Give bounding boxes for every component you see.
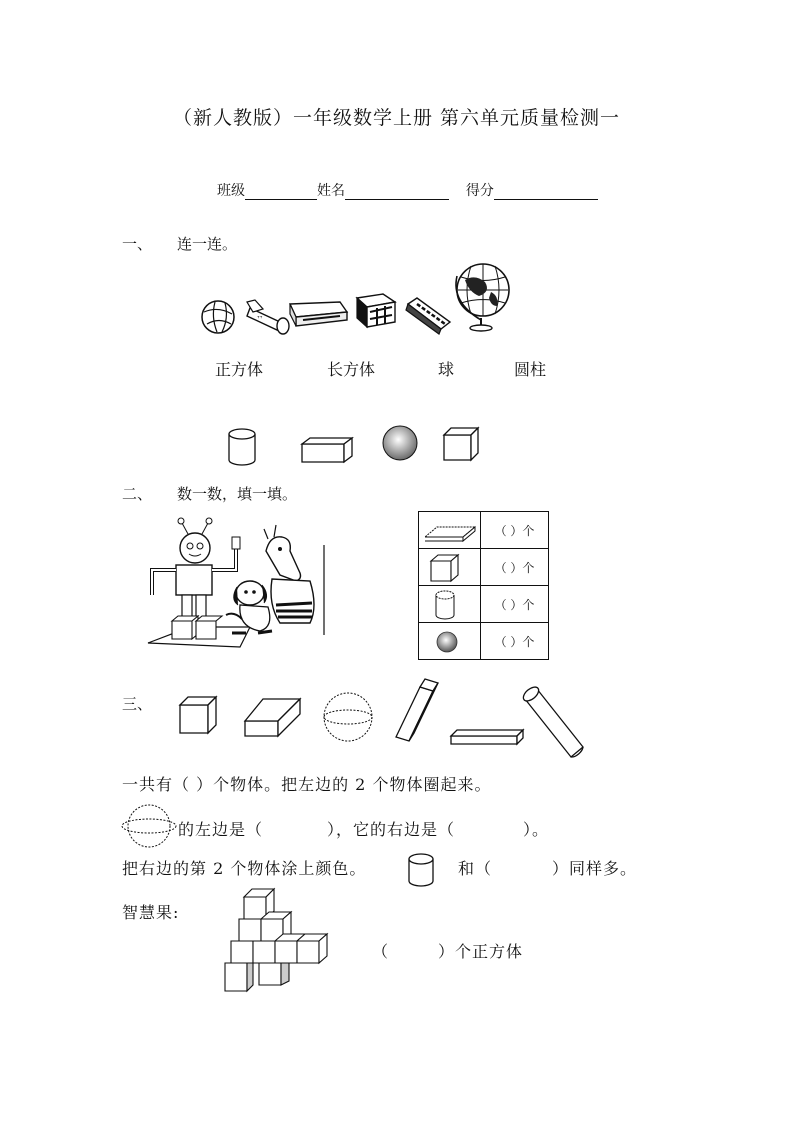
dashed-sphere-icon [121,804,179,848]
class-label: 班级 [217,183,245,199]
section3-objects-row [175,677,595,762]
label-cuboid: 长方体 [327,360,376,379]
flat-cuboid-object-icon[interactable] [451,730,523,744]
table-cell-shape [419,586,481,623]
section2-title: 数一数，填一填。 [177,485,298,503]
cylinder-shape-icon[interactable] [229,429,255,465]
question-count-objects: 一共有（ ）个物体。把左边的 2 个物体圈起来。 [122,775,492,794]
name-blank[interactable] [345,184,449,200]
cuboid-icon [423,521,477,541]
cuboid-object-icon[interactable] [245,699,300,736]
table-cell-shape [419,512,481,549]
count-table [418,511,549,660]
table-cell-shape [419,623,481,660]
cylinder-pack-icon [247,300,289,334]
svg-text:ᐪᐪ: ᐪᐪ [257,315,263,323]
sphere-object-icon[interactable] [324,693,372,741]
label-sphere: 球 [438,360,455,379]
tall-cuboid-object-icon[interactable] [396,679,438,741]
section2-number: 二、 [122,485,153,503]
label-cylinder: 圆柱 [514,360,547,379]
stacked-cubes-illustration [222,885,334,995]
section1-number: 一、 [122,235,153,253]
toothpaste-box-icon [406,298,450,334]
cube-object-icon[interactable] [180,697,216,733]
globe-icon [456,264,509,331]
question-same-amount-end: ）同样多。 [552,859,638,878]
question-same-amount: 和（ [458,859,493,878]
count-answer-cube[interactable]: （ ）个 [481,549,549,586]
rubik-cube-icon [357,294,395,327]
sphere-icon [436,631,458,653]
table-row [419,512,549,549]
table-row [419,623,549,660]
count-answer-cuboid[interactable]: （ ）个 [481,512,549,549]
tilted-cylinder-object-icon[interactable] [521,684,583,757]
small-cylinder-icon [406,852,436,888]
score-label: 得分 [465,183,494,199]
question-right-end: ）。 [523,820,550,839]
section1-objects-illustration [195,262,515,337]
cylinder-icon [433,589,457,621]
section1-title: 连一连。 [177,235,238,253]
table-row [419,549,549,586]
bonus-label: 智慧果: [122,903,180,922]
label-cube: 正方体 [215,360,264,379]
question-right-of-sphere: ），它的右边是（ [327,820,456,839]
volleyball-icon [202,301,234,333]
student-info-row [217,180,598,200]
table-cell-shape [419,549,481,586]
section1-shapes [222,424,492,469]
section3-number: 三、 [122,695,153,713]
table-row [419,586,549,623]
pencil-box-icon [290,302,347,326]
cube-shape-icon[interactable] [444,428,478,460]
sphere-shape-icon[interactable] [383,426,417,460]
class-blank[interactable] [245,184,317,200]
bonus-answer-open: （ [372,942,390,961]
robot-animals-illustration [140,515,330,650]
count-answer-cylinder[interactable]: （ ）个 [481,586,549,623]
score-blank[interactable] [494,184,598,200]
question-left-of-sphere: 的左边是（ [178,820,264,839]
cube-icon [429,553,461,583]
bonus-answer-close: ）个正方体 [438,942,524,961]
cuboid-shape-icon[interactable] [302,438,352,462]
count-answer-sphere[interactable]: （ ）个 [481,623,549,660]
question-color-object: 把右边的第 2 个物体涂上颜色。 [122,859,367,878]
name-label: 姓名 [317,183,345,199]
page-title: （新人教版）一年级数学上册 第六单元质量检测一 [172,107,621,129]
